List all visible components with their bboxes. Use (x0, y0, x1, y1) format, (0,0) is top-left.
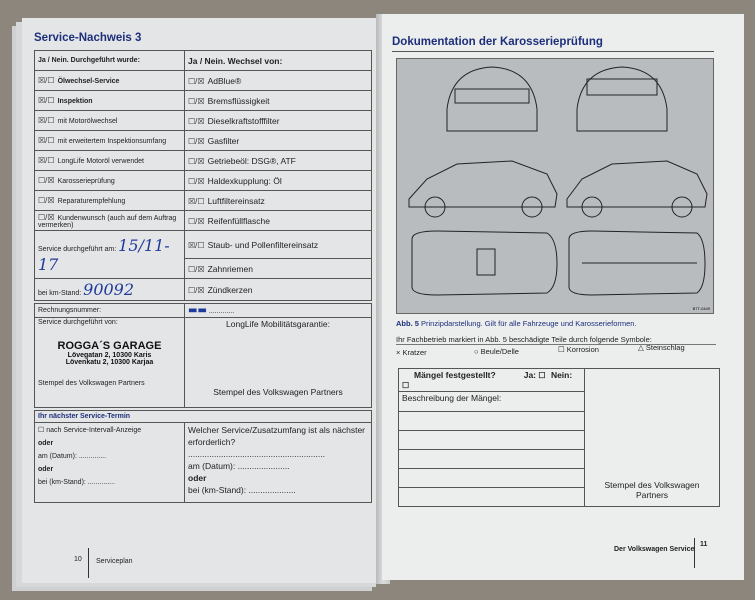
stamp-name: ROGGA´S GARAGE (57, 340, 162, 352)
checkbox-ja-nein[interactable]: ☒/☐ (38, 116, 55, 125)
description-line[interactable] (399, 450, 585, 469)
caption-prefix: Abb. 5 (396, 319, 419, 328)
next-date-field[interactable]: am (Datum): .............. (38, 453, 107, 460)
checkbox-ja-nein[interactable]: ☐/☒ (38, 196, 55, 205)
performed-by-table: Rechnungsnummer: ▬▬ ............. Service durchgeführt von: ROGGA´S GARAGE Lövegatan 2, 10300 Karis Lövenkatu 2, 10300 Karjaa Stempel des Volkswagen Partners LongLife Mobilitätsgarantie: Stempel des Volkswagen Partners (34, 303, 372, 408)
next-question: Welcher Service/Zusatzumfang ist als nächster erforderlich? (188, 425, 365, 447)
change-item-label: AdBlue® (207, 75, 242, 86)
oder-label: oder (188, 473, 207, 483)
change-item-cell (185, 191, 372, 211)
stamp-line2: Lövenkatu 2, 10300 Karjaa (65, 359, 154, 366)
change-item-label: Dieselkraftstofffilter (207, 115, 280, 126)
checkbox-ja-nein[interactable]: ☐/☒ (188, 156, 205, 166)
change-item-label: Reifenfüllflasche (207, 215, 270, 226)
checkbox-ja-nein[interactable]: ☐/☒ (188, 264, 205, 274)
checkbox-ja-nein[interactable]: ☐/☒ (188, 136, 205, 146)
description-line[interactable] (399, 412, 585, 431)
next-date-right[interactable]: am (Datum): ...................... (188, 461, 290, 471)
description-line[interactable] (399, 469, 585, 488)
oder-label: oder (38, 440, 54, 447)
change-item-cell (185, 111, 372, 131)
service-item-label: Karosserieprüfung (57, 178, 115, 185)
defects-table (398, 368, 720, 507)
service-item-label: mit Motorölwechsel (57, 118, 118, 125)
change-item-label: Getriebeöl: DSG®, ATF (207, 155, 296, 166)
service-item-label: LongLife Motoröl verwendet (57, 158, 144, 165)
col-header-right: Ja / Nein. Wechsel von: (185, 51, 372, 71)
change-item-cell (185, 211, 372, 231)
change-item-cell (185, 71, 372, 91)
diagram-code: B7T-0449 (692, 306, 710, 311)
service-date-value[interactable]: 15/11-17 (38, 235, 170, 274)
next-service-table (34, 410, 372, 503)
invoice-label: Rechnungsnummer: (35, 304, 185, 318)
checkbox-ja-nein[interactable]: ☒/☐ (38, 76, 55, 85)
oder-label: oder (38, 466, 54, 473)
service-item-label: Reparaturempfehlung (57, 198, 126, 205)
service-date-label: Service durchgeführt am: (38, 245, 117, 253)
checkbox-ja-nein[interactable]: ☒/☐ (188, 240, 205, 250)
change-item-cell (185, 279, 372, 301)
checkbox-ja-nein[interactable]: ☐/☒ (38, 176, 55, 185)
km-label: bei km-Stand: (38, 290, 82, 297)
service-item-cell (35, 151, 185, 171)
checkbox-ja-nein[interactable]: ☐/☒ (188, 96, 205, 106)
no-checkbox[interactable]: ☐ (402, 381, 410, 390)
marks-intro: Ihr Fachbetrieb markiert in Abb. 5 beschädigte Teile durch folgende Symbole: (396, 335, 652, 344)
performed-by-label: Service durchgeführt von: (38, 319, 118, 326)
service-item-label: Ölwechsel-Service (57, 78, 120, 85)
service-item-label: Kundenwunsch (auch auf dem Auftrag vermerken) (38, 214, 177, 229)
service-item-cell (35, 171, 185, 191)
defects-label: Mängel festgestellt? (414, 370, 496, 380)
service-item-label: mit erweitertem Inspektionsumfang (57, 138, 167, 145)
yes-label: Ja: (523, 370, 537, 380)
service-item-cell (35, 111, 185, 131)
page-number: 11 (700, 541, 708, 548)
checkbox-ja-nein[interactable]: ☐/☒ (188, 116, 205, 126)
longlife-label: LongLife Mobilitätsgarantie: (226, 319, 330, 329)
next-service-title: Ihr nächster Service-Termin (35, 411, 372, 423)
symbol-scratch: × Kratzer (396, 348, 427, 357)
no-label: Nein: (550, 370, 573, 380)
service-item-cell (35, 131, 185, 151)
service-item-cell (35, 91, 185, 111)
change-item-cell (185, 231, 372, 259)
next-km-right[interactable]: bei (km-Stand): .................... (188, 485, 296, 495)
checkbox-ja-nein[interactable]: ☐/☒ (188, 216, 205, 226)
checkbox-ja-nein[interactable]: ☐/☒ (188, 176, 205, 186)
service-item-cell (35, 231, 185, 279)
checkbox-ja-nein[interactable]: ☒/☐ (38, 136, 55, 145)
change-item-label: Staub- und Pollenfiltereinsatz (207, 239, 319, 250)
page-number: 10 (74, 556, 82, 563)
checkbox-ja-nein[interactable]: ☐/☒ (38, 212, 55, 222)
description-label: Beschreibung der Mängel: (399, 392, 585, 412)
yes-checkbox[interactable]: ☐ (538, 371, 546, 380)
symbol-corrosion: ☐ Korrosion (558, 345, 599, 354)
stamp-label: Stempel des Volkswagen Partners (585, 369, 720, 507)
garage-stamp (38, 340, 181, 366)
change-item-label: Haldexkupplung: Öl (207, 175, 282, 186)
checkbox-ja-nein[interactable]: ☐/☒ (188, 76, 205, 86)
change-item-cell (185, 259, 372, 279)
km-value[interactable]: 90092 (83, 280, 135, 299)
stamp-label: Stempel des Volkswagen Partners (38, 380, 145, 387)
next-answer-field[interactable]: .......................................................... (188, 449, 325, 459)
symbol-stone-chip: △ Steinschlag (638, 343, 685, 352)
section-label: Serviceplan (96, 558, 133, 565)
service-table (34, 50, 372, 301)
checkbox-ja-nein[interactable]: ☒/☐ (38, 96, 55, 105)
change-item-cell (185, 131, 372, 151)
interval-option[interactable]: ☐ nach Service-Intervall-Anzeige (38, 427, 142, 434)
car-diagram (396, 58, 714, 314)
change-item-label: Bremsflüssigkeit (207, 95, 270, 106)
change-item-label: Luftfiltereinsatz (207, 195, 265, 206)
change-item-label: Zündkerzen (207, 284, 253, 295)
next-km-field[interactable]: bei (km-Stand): .............. (38, 479, 116, 486)
checkbox-ja-nein[interactable]: ☒/☐ (188, 196, 205, 206)
change-item-label: Gasfilter (207, 135, 240, 146)
col-header-left: Ja / Nein. Durchgeführt wurde: (35, 51, 185, 71)
change-item-cell (185, 151, 372, 171)
checkbox-ja-nein[interactable]: ☒/☐ (38, 156, 55, 165)
checkbox-ja-nein[interactable]: ☐/☒ (188, 285, 205, 295)
change-item-cell (185, 91, 372, 111)
page-title: Dokumentation der Karosserieprüfung (392, 36, 603, 48)
change-item-cell (185, 171, 372, 191)
right-page (382, 14, 744, 580)
page-title: Service-Nachweis 3 (34, 32, 142, 44)
service-item-cell (35, 71, 185, 91)
service-item-cell (35, 211, 185, 231)
left-page (22, 18, 382, 583)
description-line[interactable] (399, 488, 585, 507)
section-label: Der Volkswagen Service (614, 546, 695, 553)
stamp-label-right: Stempel des Volkswagen Partners (213, 387, 343, 397)
symbol-dent: ○ Beule/Delle (474, 347, 519, 356)
car-outlines (397, 59, 715, 315)
stamp-line1: Lövegatan 2, 10300 Karis (67, 352, 152, 359)
description-line[interactable] (399, 431, 585, 450)
service-item-cell (35, 279, 185, 301)
service-item-label: Inspektion (57, 98, 93, 105)
service-item-cell (35, 191, 185, 211)
caption: Prinzipdarstellung. Gilt für alle Fahrzeuge und Karosserieformen. (421, 319, 637, 328)
change-item-label: Zahnriemen (207, 263, 253, 274)
